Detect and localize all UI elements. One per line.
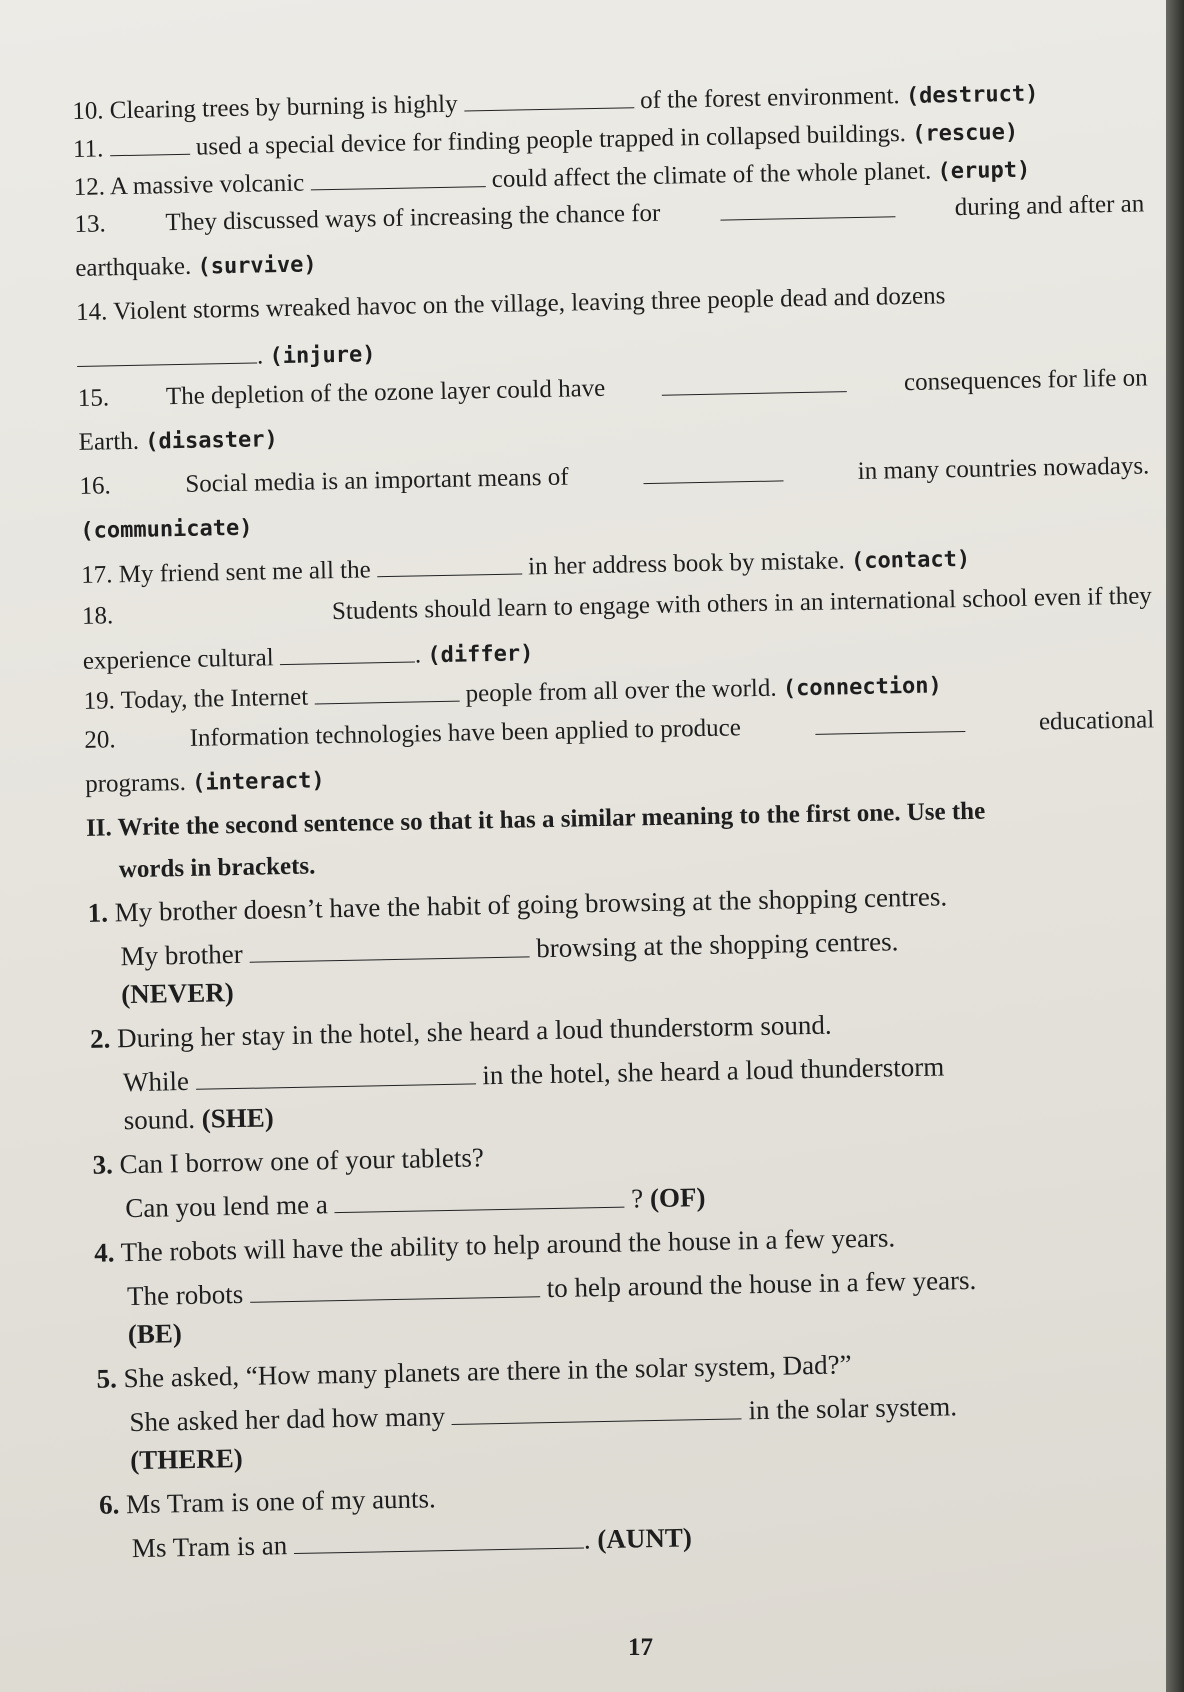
word-hint: (THERE)	[129, 1442, 243, 1476]
page-number: 17	[628, 1634, 653, 1661]
question-text: My friend sent me all the	[118, 556, 371, 589]
question-20-cont	[85, 749, 1155, 800]
worksheet-content	[72, 75, 1170, 1563]
item-number: 3.	[92, 1149, 114, 1180]
sentence-end: sound.	[123, 1103, 196, 1136]
answer-blank[interactable]	[815, 709, 965, 735]
answer-blank[interactable]	[109, 132, 189, 157]
answer-blank[interactable]	[314, 679, 459, 705]
item-number: 5.	[96, 1363, 118, 1394]
question-text: could affect the climate of the whole planet.	[491, 157, 932, 193]
question-number: 12.	[73, 173, 106, 201]
question-text: Information technologies have been applied to produce	[189, 714, 742, 752]
word-hint: (contact)	[850, 546, 971, 575]
item-number: 2.	[89, 1023, 111, 1054]
question-number: 15.	[77, 384, 110, 412]
word-hint: (SHE)	[201, 1102, 274, 1134]
question-text: Violent storms wreaked havoc on the village, leaving three people dead and dozens	[112, 282, 946, 326]
answer-blank[interactable]	[720, 194, 895, 220]
question-text: programs.	[84, 768, 187, 798]
word-hint: (rescue)	[911, 119, 1019, 147]
original-sentence: Can I borrow one of your tablets?	[119, 1142, 485, 1180]
answer-blank[interactable]	[662, 369, 847, 396]
rewrite-item-2	[90, 1003, 1160, 1054]
question-number: 17.	[80, 561, 113, 589]
rewrite-item-4	[94, 1217, 1164, 1268]
word-hint: (NEVER)	[120, 977, 235, 1010]
sentence-start: My brother	[120, 938, 244, 972]
question-text: during and after an	[954, 190, 1145, 222]
question-text: Social media is an important means of	[185, 463, 569, 498]
word-hint: (disaster)	[145, 427, 278, 455]
question-text: Today, the Internet	[120, 683, 309, 715]
answer-blank[interactable]	[250, 1274, 540, 1303]
word-hint: (communicate)	[80, 515, 253, 544]
question-16	[79, 451, 1149, 502]
question-text: The depletion of the ozone layer could have	[165, 374, 606, 411]
question-text: in many countries nowadays.	[857, 452, 1150, 485]
item-number: 4.	[93, 1237, 115, 1268]
answer-blank[interactable]	[334, 1185, 624, 1214]
sentence-start: She asked her dad how many	[129, 1401, 446, 1438]
question-20	[84, 705, 1154, 756]
answer-blank[interactable]	[464, 85, 634, 111]
question-text: educational	[1038, 706, 1155, 736]
section-heading-cont	[87, 835, 1157, 886]
sentence-end: in the hotel, she heard a loud thunderstorm	[482, 1051, 945, 1091]
question-number: 10.	[72, 97, 104, 125]
answer-blank[interactable]	[377, 551, 522, 577]
question-17	[81, 539, 1151, 590]
word-hint: (interact)	[191, 768, 325, 796]
question-number: 18.	[81, 602, 114, 630]
sentence-end: to help around the house in a few years.	[546, 1264, 977, 1304]
original-sentence: She asked, “How many planets are there in the solar system, Dad?”	[123, 1349, 852, 1394]
answer-blank[interactable]	[195, 1061, 475, 1089]
word-hint: (connection)	[782, 673, 943, 702]
sentence-start: The robots	[126, 1278, 244, 1312]
original-sentence: During her stay in the hotel, she heard a loud thunderstorm sound.	[116, 1009, 832, 1054]
answer-blank[interactable]	[249, 934, 529, 962]
question-number: 20.	[84, 726, 116, 754]
question-number: 16.	[79, 472, 112, 500]
section-heading-text: II. Write the second sentence so that it has a similar meaning to the first one. Use the	[85, 797, 986, 842]
question-text: people from all over the world.	[465, 674, 777, 708]
question-15-cont	[78, 407, 1148, 458]
answer-blank[interactable]	[310, 164, 485, 190]
word-hint: (differ)	[427, 641, 534, 669]
question-number: 13.	[74, 210, 106, 238]
item-number: 6.	[98, 1489, 120, 1520]
original-sentence: Ms Tram is one of my aunts.	[125, 1483, 437, 1520]
rewrite-item-1	[87, 877, 1157, 928]
question-text: Clearing trees by burning is highly	[109, 90, 458, 125]
sentence-end: in the solar system.	[748, 1391, 958, 1426]
rewrite-item-3	[92, 1129, 1162, 1180]
word-hint: (AUNT)	[597, 1522, 693, 1555]
question-text: Students should learn to engage with others in an international school even if they	[331, 582, 1153, 626]
question-number: 19.	[83, 687, 116, 715]
question-text: of the forest environment.	[639, 82, 900, 115]
section-heading-text: words in brackets.	[118, 852, 316, 884]
page-shadow-edge	[1166, 0, 1184, 1692]
sentence-start: While	[122, 1065, 190, 1098]
rewrite-answer-3	[93, 1173, 1163, 1224]
answer-blank[interactable]	[77, 340, 257, 366]
sentence-end: browsing at the shopping centres.	[535, 926, 899, 964]
sentence-start: Ms Tram is an	[131, 1530, 288, 1564]
answer-blank[interactable]	[643, 458, 783, 484]
rewrite-item-6	[99, 1469, 1169, 1520]
question-number: 14.	[75, 298, 108, 326]
sentence-end: ?	[630, 1183, 644, 1214]
word-hint: (destruct)	[905, 81, 1039, 109]
question-16-cont	[80, 495, 1150, 546]
question-text: in her address book by mistake.	[527, 547, 845, 581]
question-number: 11.	[72, 135, 104, 163]
word-hint: (survive)	[197, 252, 317, 280]
question-15	[78, 363, 1148, 414]
rewrite-answer-6	[100, 1513, 1170, 1564]
question-18	[82, 581, 1152, 632]
question-text: consequences for life on	[903, 364, 1148, 397]
word-hint: (injure)	[269, 342, 376, 370]
original-sentence: The robots will have the ability to help around the house in a few years.	[120, 1222, 896, 1268]
sentence-start: Can you lend me a	[125, 1189, 329, 1224]
answer-blank[interactable]	[280, 640, 415, 666]
word-hint: (OF)	[649, 1182, 706, 1214]
item-number: 1.	[87, 897, 109, 928]
question-13-cont	[75, 233, 1145, 284]
question-text: A massive volcanic	[109, 169, 305, 201]
word-hint: (erupt)	[937, 157, 1031, 185]
question-text: experience cultural	[82, 644, 274, 675]
answer-blank[interactable]	[294, 1525, 584, 1554]
sentence-end: .	[583, 1524, 591, 1555]
question-text: .	[256, 342, 264, 370]
question-text: .	[414, 641, 422, 669]
question-14	[76, 277, 1146, 328]
question-text: used a special device for finding people trapped in collapsed buildings.	[195, 120, 907, 161]
question-text: Earth.	[78, 427, 140, 456]
original-sentence: My brother doesn’t have the habit of going browsing at the shopping centres.	[114, 881, 948, 928]
section-heading	[86, 793, 1156, 844]
rewrite-item-5	[96, 1343, 1166, 1394]
answer-blank[interactable]	[452, 1396, 742, 1425]
word-hint: (BE)	[127, 1318, 183, 1350]
question-text: earthquake.	[75, 252, 192, 282]
question-text: They discussed ways of increasing the chance for	[165, 199, 661, 237]
